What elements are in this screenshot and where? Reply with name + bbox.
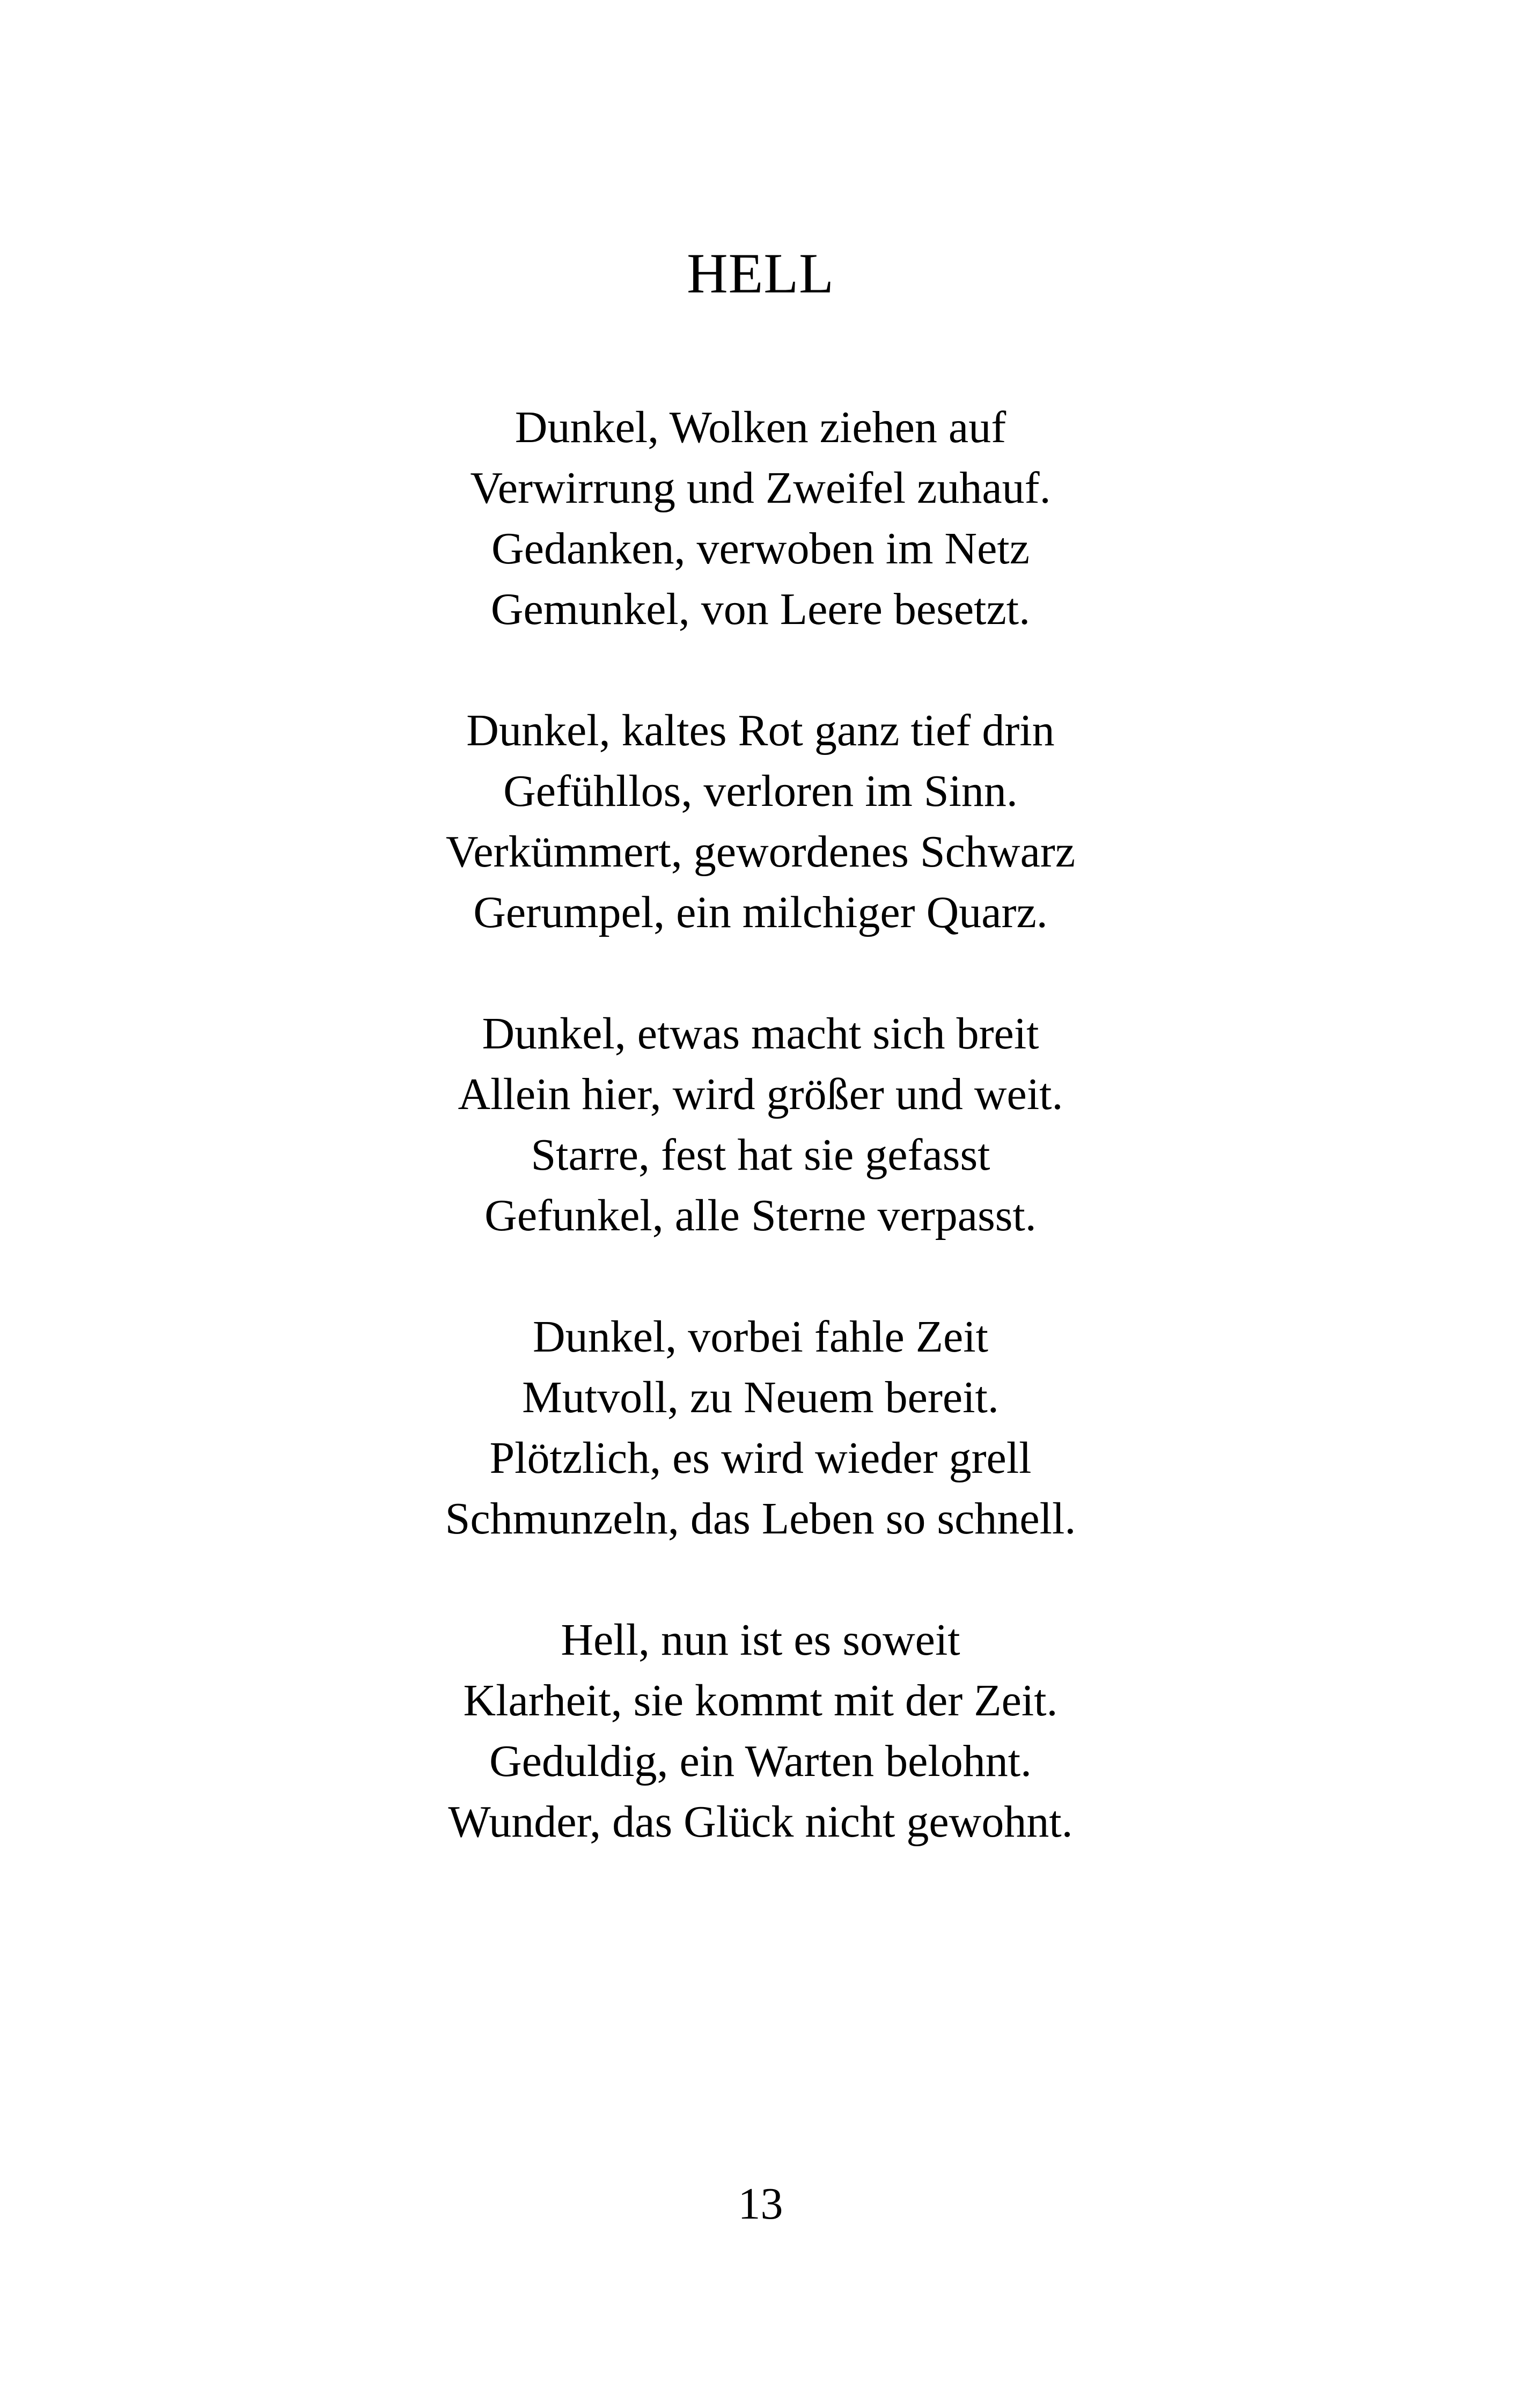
poem-line: Dunkel, vorbei fahle Zeit <box>532 1312 989 1362</box>
stanza-5 <box>0 1610 1521 1852</box>
poem-line: Dunkel, kaltes Rot ganz tief drin <box>466 706 1055 755</box>
poem-line: Gedanken, verwoben im Netz <box>491 524 1030 574</box>
stanza-2 <box>0 700 1521 943</box>
poem-line: Gemunkel, von Leere besetzt. <box>490 584 1031 634</box>
stanza-3 <box>0 1003 1521 1246</box>
poem-line: Gefunkel, alle Sterne verpasst. <box>484 1191 1037 1240</box>
poem-line: Hell, nun ist es soweit <box>561 1615 960 1665</box>
stanza-4 <box>0 1306 1521 1549</box>
page-number: 13 <box>738 2179 783 2229</box>
poem-line: Gefühllos, verloren im Sinn. <box>503 766 1018 816</box>
poem-line: Wunder, das Glück nicht gewohnt. <box>448 1797 1073 1847</box>
poem-line: Plötzlich, es wird wieder grell <box>489 1433 1032 1483</box>
poem-line: Dunkel, Wolken ziehen auf <box>515 402 1006 452</box>
poem-line: Starre, fest hat sie gefasst <box>531 1130 990 1180</box>
poem-line: Allein hier, wird größer und weit. <box>458 1069 1063 1119</box>
poem-title: HELL <box>687 242 834 305</box>
poem-body <box>0 397 1521 1913</box>
poem-line: Geduldig, ein Warten belohnt. <box>489 1736 1032 1786</box>
poem-line: Mutvoll, zu Neuem bereit. <box>522 1372 999 1422</box>
poem-line: Gerumpel, ein milchiger Quarz. <box>473 887 1048 937</box>
poem-line: Dunkel, etwas macht sich breit <box>482 1009 1039 1059</box>
poem-line: Schmunzeln, das Leben so schnell. <box>445 1494 1076 1544</box>
poem-line: Verkümmert, gewordenes Schwarz <box>445 827 1076 877</box>
poem-line: Klarheit, sie kommt mit der Zeit. <box>463 1676 1058 1726</box>
poem-line: Verwirrung und Zweifel zuhauf. <box>470 463 1051 513</box>
stanza-1 <box>0 397 1521 640</box>
